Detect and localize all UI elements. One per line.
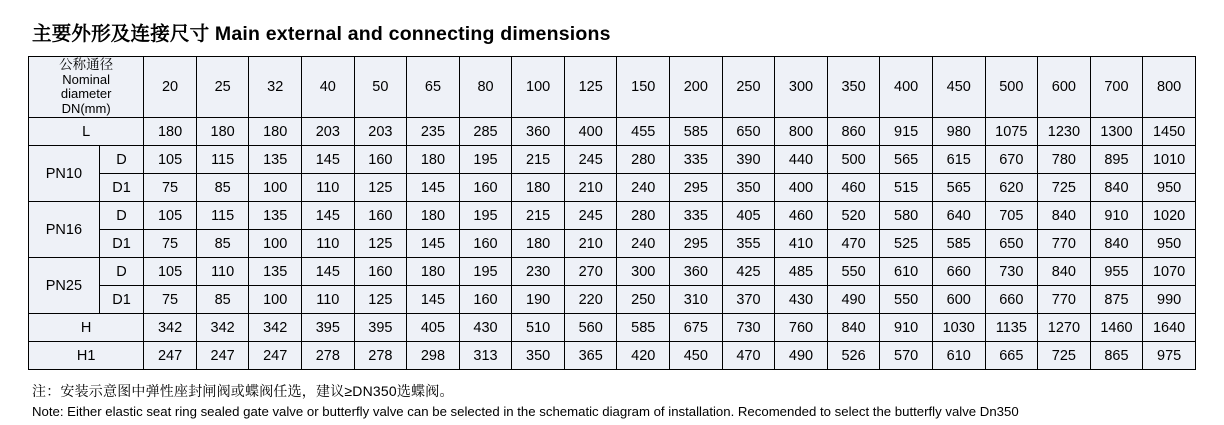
cell: 660 [932, 258, 985, 286]
header-dn-800: 800 [1143, 57, 1196, 118]
cell: 145 [302, 146, 355, 174]
note-english: Note: Either elastic seat ring sealed gate valve or butterfly valve can be selected in the schematic diagram of installation. Recomended to select the butterfly valve Dn350 [32, 404, 1019, 420]
cell: 455 [617, 118, 670, 146]
cell: 240 [617, 230, 670, 258]
cell: 800 [775, 118, 828, 146]
cell: 910 [880, 314, 933, 342]
cell: 313 [459, 342, 512, 370]
row-label-h1: H1 [29, 342, 144, 370]
cell: 725 [1038, 342, 1091, 370]
cell: 245 [564, 146, 617, 174]
cell: 110 [196, 258, 249, 286]
cell: 840 [1090, 230, 1143, 258]
cell: 395 [302, 314, 355, 342]
header-dn-450: 450 [932, 57, 985, 118]
cell: 585 [670, 118, 723, 146]
table-row [29, 174, 1196, 202]
cell: 203 [302, 118, 355, 146]
cell: 180 [512, 230, 565, 258]
table-row [29, 342, 1196, 370]
cell: 160 [354, 258, 407, 286]
cell: 215 [512, 202, 565, 230]
header-dn-125: 125 [564, 57, 617, 118]
table-row [29, 146, 1196, 174]
cell: 210 [564, 174, 617, 202]
header-dn-200: 200 [670, 57, 723, 118]
table-row [29, 258, 1196, 286]
cell: 600 [932, 286, 985, 314]
cell: 640 [932, 202, 985, 230]
cell: 180 [249, 118, 302, 146]
cell: 145 [302, 202, 355, 230]
cell: 395 [354, 314, 407, 342]
cell: 300 [617, 258, 670, 286]
header-dn-20: 20 [144, 57, 197, 118]
cell: 430 [775, 286, 828, 314]
header-dn-250: 250 [722, 57, 775, 118]
cell: 180 [407, 146, 460, 174]
cell: 570 [880, 342, 933, 370]
row-sublabel-d: D [99, 146, 143, 174]
cell: 1075 [985, 118, 1038, 146]
cell: 620 [985, 174, 1038, 202]
cell: 295 [670, 174, 723, 202]
header-dn-500: 500 [985, 57, 1038, 118]
cell: 1270 [1038, 314, 1091, 342]
cell: 840 [1038, 202, 1091, 230]
cell: 400 [775, 174, 828, 202]
cell: 115 [196, 202, 249, 230]
cell: 145 [302, 258, 355, 286]
cell: 460 [827, 174, 880, 202]
cell: 85 [196, 286, 249, 314]
cell: 1010 [1143, 146, 1196, 174]
row-label-pn10: PN10 [29, 146, 100, 202]
header-label-en-3: DN(mm) [61, 101, 111, 117]
cell: 85 [196, 174, 249, 202]
cell: 490 [775, 342, 828, 370]
cell: 100 [249, 230, 302, 258]
notes [32, 381, 1196, 422]
header-dn-400: 400 [880, 57, 933, 118]
cell: 485 [775, 258, 828, 286]
cell: 145 [407, 286, 460, 314]
cell: 665 [985, 342, 1038, 370]
row-sublabel-d1: D1 [99, 174, 143, 202]
cell: 1070 [1143, 258, 1196, 286]
cell: 1300 [1090, 118, 1143, 146]
cell: 1030 [932, 314, 985, 342]
cell: 1640 [1143, 314, 1196, 342]
row-label-pn25: PN25 [29, 258, 100, 314]
cell: 650 [722, 118, 775, 146]
header-nominal-diameter [29, 57, 144, 118]
cell: 85 [196, 230, 249, 258]
cell: 1460 [1090, 314, 1143, 342]
cell: 105 [144, 202, 197, 230]
cell: 190 [512, 286, 565, 314]
cell: 247 [144, 342, 197, 370]
cell: 650 [985, 230, 1038, 258]
cell: 180 [512, 174, 565, 202]
cell: 105 [144, 146, 197, 174]
cell: 342 [249, 314, 302, 342]
row-sublabel-d1: D1 [99, 230, 143, 258]
header-dn-80: 80 [459, 57, 512, 118]
table-header-row [29, 57, 1196, 118]
cell: 760 [775, 314, 828, 342]
cell: 510 [512, 314, 565, 342]
cell: 310 [670, 286, 723, 314]
cell: 342 [196, 314, 249, 342]
cell: 1020 [1143, 202, 1196, 230]
cell: 515 [880, 174, 933, 202]
row-sublabel-d1: D1 [99, 286, 143, 314]
cell: 220 [564, 286, 617, 314]
header-label-en-1: Nominal [62, 71, 110, 87]
cell: 565 [932, 174, 985, 202]
cell: 1135 [985, 314, 1038, 342]
cell: 240 [617, 174, 670, 202]
header-dn-700: 700 [1090, 57, 1143, 118]
cell: 585 [617, 314, 670, 342]
cell: 278 [354, 342, 407, 370]
cell: 705 [985, 202, 1038, 230]
note-chinese: 注：安装示意图中弹性座封闸阀或蝶阀任选，建议≥DN350选蝶阀。 [32, 383, 454, 400]
cell: 75 [144, 174, 197, 202]
cell: 110 [302, 174, 355, 202]
header-label-cn: 公称通径 [59, 57, 114, 72]
cell: 975 [1143, 342, 1196, 370]
cell: 247 [249, 342, 302, 370]
cell: 580 [880, 202, 933, 230]
header-dn-350: 350 [827, 57, 880, 118]
header-dn-100: 100 [512, 57, 565, 118]
cell: 75 [144, 286, 197, 314]
row-label-h: H [29, 314, 144, 342]
cell: 160 [459, 174, 512, 202]
cell: 280 [617, 146, 670, 174]
cell: 370 [722, 286, 775, 314]
cell: 160 [459, 230, 512, 258]
cell: 180 [144, 118, 197, 146]
cell: 160 [354, 202, 407, 230]
table-row [29, 314, 1196, 342]
cell: 180 [407, 258, 460, 286]
cell: 245 [564, 202, 617, 230]
header-dn-50: 50 [354, 57, 407, 118]
cell: 100 [249, 174, 302, 202]
cell: 410 [775, 230, 828, 258]
cell: 125 [354, 174, 407, 202]
cell: 670 [985, 146, 1038, 174]
row-label-l: L [29, 118, 144, 146]
cell: 365 [564, 342, 617, 370]
cell: 125 [354, 286, 407, 314]
cell: 550 [827, 258, 880, 286]
cell: 520 [827, 202, 880, 230]
cell: 910 [1090, 202, 1143, 230]
cell: 425 [722, 258, 775, 286]
cell: 135 [249, 146, 302, 174]
cell: 675 [670, 314, 723, 342]
cell: 355 [722, 230, 775, 258]
cell: 215 [512, 146, 565, 174]
cell: 115 [196, 146, 249, 174]
cell: 360 [512, 118, 565, 146]
cell: 770 [1038, 286, 1091, 314]
cell: 335 [670, 146, 723, 174]
cell: 195 [459, 258, 512, 286]
cell: 405 [407, 314, 460, 342]
row-label-pn16: PN16 [29, 202, 100, 258]
cell: 400 [564, 118, 617, 146]
cell: 270 [564, 258, 617, 286]
cell: 1230 [1038, 118, 1091, 146]
cell: 145 [407, 230, 460, 258]
cell: 180 [407, 202, 460, 230]
table-row [29, 202, 1196, 230]
cell: 895 [1090, 146, 1143, 174]
table-row [29, 118, 1196, 146]
cell: 145 [407, 174, 460, 202]
page-title: 主要外形及连接尺寸 Main external and connecting dimensions [32, 23, 611, 45]
cell: 110 [302, 286, 355, 314]
cell: 780 [1038, 146, 1091, 174]
cell: 180 [196, 118, 249, 146]
cell: 610 [880, 258, 933, 286]
cell: 278 [302, 342, 355, 370]
header-dn-150: 150 [617, 57, 670, 118]
cell: 440 [775, 146, 828, 174]
cell: 500 [827, 146, 880, 174]
cell: 990 [1143, 286, 1196, 314]
cell: 210 [564, 230, 617, 258]
cell: 350 [512, 342, 565, 370]
cell: 295 [670, 230, 723, 258]
cell: 285 [459, 118, 512, 146]
cell: 610 [932, 342, 985, 370]
cell: 250 [617, 286, 670, 314]
dimensions-table [28, 56, 1196, 370]
cell: 840 [827, 314, 880, 342]
cell: 865 [1090, 342, 1143, 370]
cell: 915 [880, 118, 933, 146]
cell: 955 [1090, 258, 1143, 286]
cell: 230 [512, 258, 565, 286]
cell: 730 [985, 258, 1038, 286]
cell: 980 [932, 118, 985, 146]
cell: 235 [407, 118, 460, 146]
cell: 342 [144, 314, 197, 342]
cell: 135 [249, 202, 302, 230]
cell: 298 [407, 342, 460, 370]
cell: 125 [354, 230, 407, 258]
cell: 840 [1038, 258, 1091, 286]
header-dn-300: 300 [775, 57, 828, 118]
cell: 875 [1090, 286, 1143, 314]
header-dn-600: 600 [1038, 57, 1091, 118]
cell: 195 [459, 146, 512, 174]
cell: 405 [722, 202, 775, 230]
cell: 195 [459, 202, 512, 230]
cell: 660 [985, 286, 1038, 314]
cell: 360 [670, 258, 723, 286]
cell: 470 [722, 342, 775, 370]
cell: 470 [827, 230, 880, 258]
cell: 75 [144, 230, 197, 258]
cell: 247 [196, 342, 249, 370]
cell: 615 [932, 146, 985, 174]
row-sublabel-d: D [99, 202, 143, 230]
cell: 450 [670, 342, 723, 370]
cell: 560 [564, 314, 617, 342]
table-row [29, 230, 1196, 258]
cell: 160 [459, 286, 512, 314]
cell: 335 [670, 202, 723, 230]
cell: 725 [1038, 174, 1091, 202]
cell: 350 [722, 174, 775, 202]
cell: 105 [144, 258, 197, 286]
cell: 565 [880, 146, 933, 174]
cell: 420 [617, 342, 670, 370]
row-sublabel-d: D [99, 258, 143, 286]
cell: 135 [249, 258, 302, 286]
header-dn-65: 65 [407, 57, 460, 118]
cell: 280 [617, 202, 670, 230]
cell: 390 [722, 146, 775, 174]
cell: 525 [880, 230, 933, 258]
table-row [29, 286, 1196, 314]
cell: 730 [722, 314, 775, 342]
cell: 770 [1038, 230, 1091, 258]
cell: 840 [1090, 174, 1143, 202]
cell: 585 [932, 230, 985, 258]
header-dn-25: 25 [196, 57, 249, 118]
header-label-en-2: diameter [60, 86, 112, 102]
cell: 430 [459, 314, 512, 342]
cell: 526 [827, 342, 880, 370]
cell: 860 [827, 118, 880, 146]
cell: 950 [1143, 230, 1196, 258]
cell: 550 [880, 286, 933, 314]
cell: 203 [354, 118, 407, 146]
cell: 490 [827, 286, 880, 314]
cell: 160 [354, 146, 407, 174]
cell: 1450 [1143, 118, 1196, 146]
header-dn-40: 40 [302, 57, 355, 118]
cell: 950 [1143, 174, 1196, 202]
header-dn-32: 32 [249, 57, 302, 118]
cell: 100 [249, 286, 302, 314]
cell: 110 [302, 230, 355, 258]
cell: 460 [775, 202, 828, 230]
